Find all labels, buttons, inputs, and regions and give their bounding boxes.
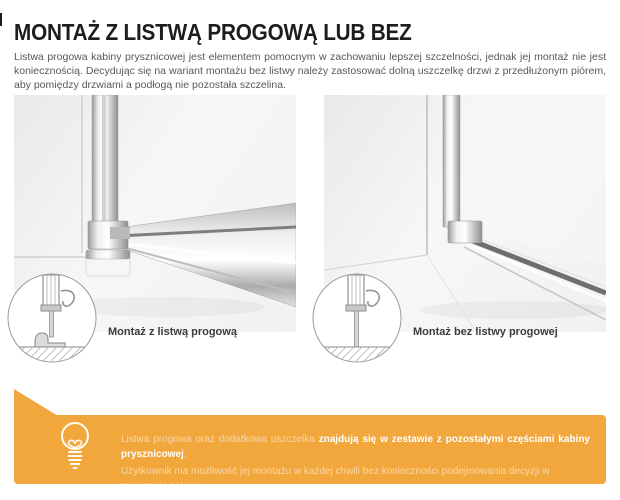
- page-title: MONTAŻ Z LISTWĄ PROGOWĄ LUB BEZ: [14, 19, 412, 46]
- lightbulb-icon: [53, 419, 97, 477]
- page-edge-mark: [0, 13, 2, 26]
- note-line-1: [121, 432, 590, 462]
- seal-cross-section-without-strip-icon: [312, 273, 402, 363]
- banner-corner-tab: [14, 389, 58, 416]
- note-line-2: Użytkownik ma możliwość jej montażu w każdej chwili bez konieczności podejmowania decyzji w momencie zakupu.: [121, 466, 550, 492]
- note-line1-bold: znajdują się w zestawie z pozostałymi częściami kabiny prysznicowej: [121, 434, 590, 460]
- note-line1-end: .: [183, 449, 187, 460]
- note-line1-regular: Listwa progowa oraz dodatkowa uszczelka: [121, 434, 319, 445]
- caption-without-strip: Montaż bez listwy progowej: [413, 326, 558, 338]
- intro-text: Listwa progowa kabiny prysznicowej jest elementem pomocnym w zachowaniu lepszej szczelności, jednak jej montaż nie jest koniecznością. Decydując się na wariant montażu bez listwy należy zastosować dolną uszczelkę drzwi z przedłużonym piórem, aby pomiędzy drzwiami a podłogą nie pozostała szczelina.: [14, 50, 606, 91]
- caption-with-strip: Montaż z listwą progową: [108, 326, 237, 338]
- note-text: [121, 432, 590, 494]
- seal-cross-section-with-strip-icon: [7, 273, 97, 363]
